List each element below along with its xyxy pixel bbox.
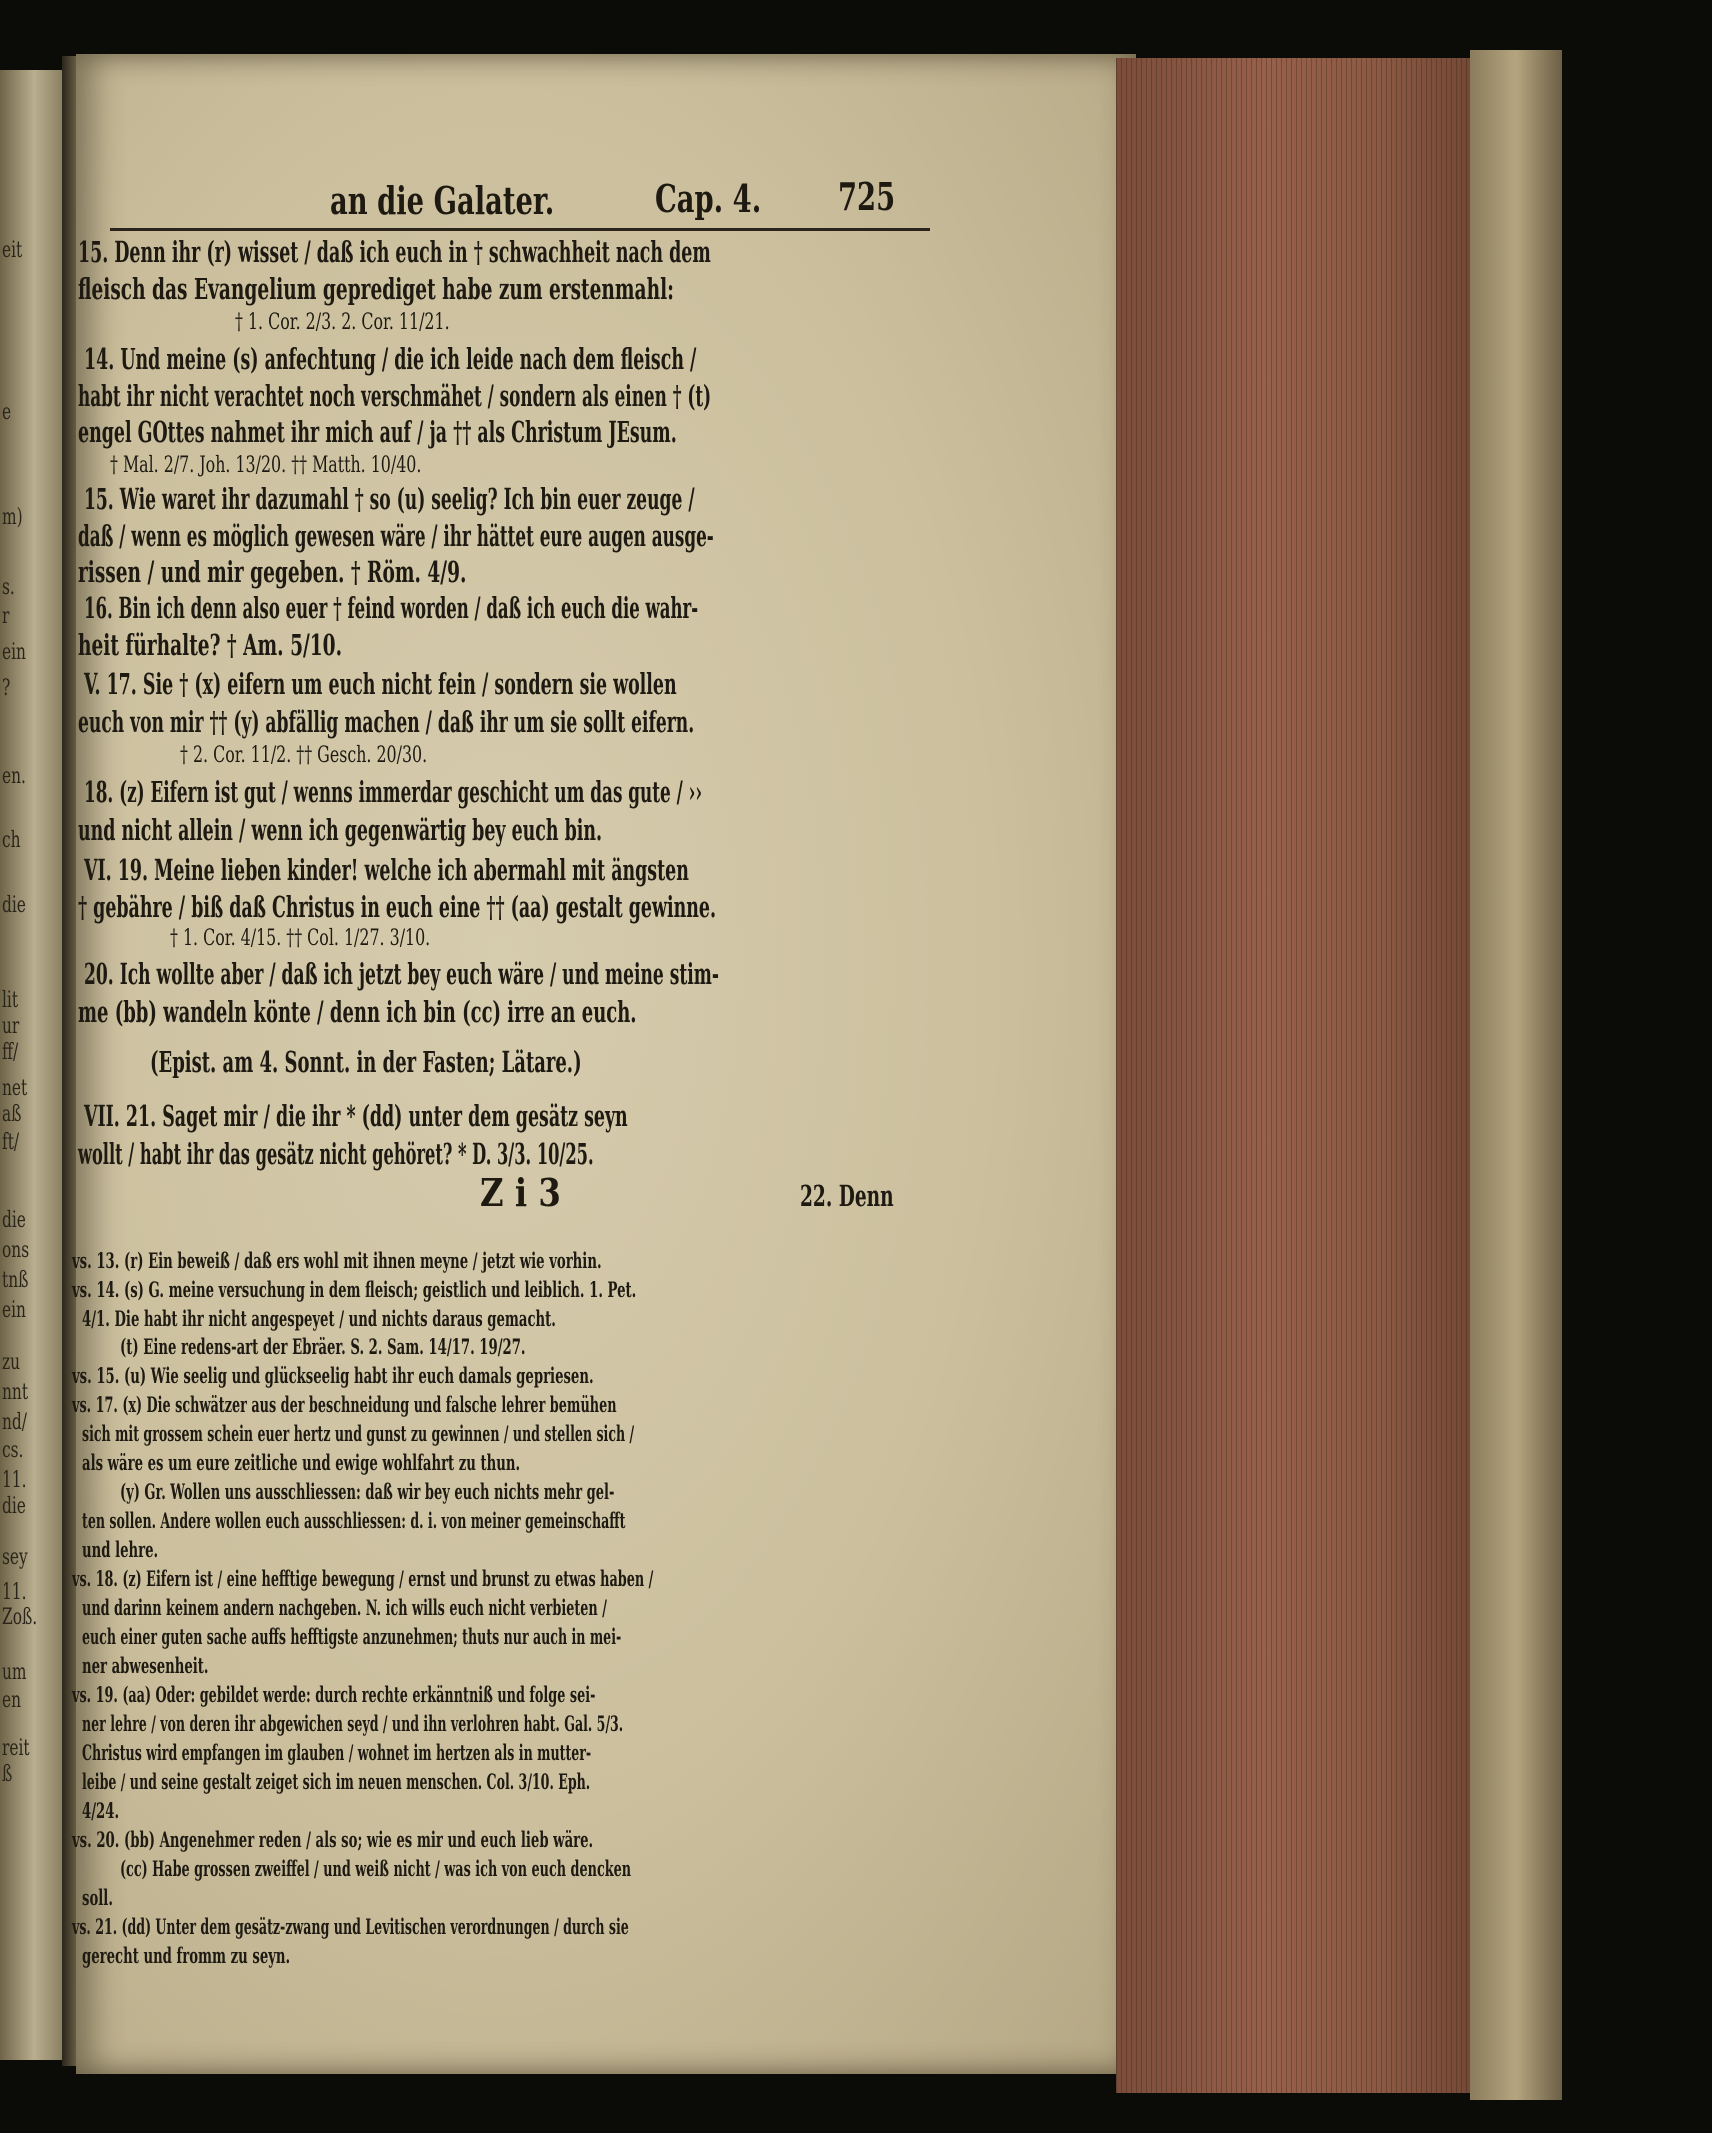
footnote-line: vs. 17. (x) Die schwätzer aus der beschneidung und falsche lehrer bemühen [72, 1392, 617, 1417]
verse-line: engel GOttes nahmet ihr mich auf / ja †† als Christum JEsum. [78, 415, 677, 449]
verse-line: 15. Wie waret ihr dazumahl † so (u) seelig? Ich bin euer zeuge / [84, 482, 695, 516]
footnote-line: (y) Gr. Wollen uns ausschliessen: daß wir bey euch nichts mehr gel- [120, 1479, 615, 1504]
verse-line: daß / wenn es möglich gewesen wäre / ihr hättet eure augen ausge- [78, 519, 714, 553]
page-number: 725 [838, 174, 896, 219]
footnote-line: vs. 20. (bb) Angenehmer reden / als so; wie es mir und euch lieb wäre. [72, 1827, 594, 1852]
left-margin-word: die [2, 1494, 26, 1519]
left-margin-word: ß [2, 1762, 13, 1787]
left-margin-word: lit [2, 988, 19, 1013]
left-margin-word: reit [2, 1736, 30, 1761]
footnote-line: leibe / und seine gestalt zeiget sich im neuen menschen. Col. 3/10. Eph. [82, 1769, 591, 1794]
footnote-line: vs. 15. (u) Wie seelig und glückseelig habt ihr euch damals gepriesen. [72, 1363, 594, 1388]
left-margin-word: ein [2, 640, 26, 665]
verse-line: VII. 21. Saget mir / die ihr * (dd) unter dem gesätz seyn [84, 1099, 628, 1133]
left-margin-word: net [2, 1076, 28, 1101]
footnote-line: 4/24. [82, 1798, 120, 1823]
left-margin-word: tnß [2, 1268, 29, 1293]
left-margin-word: die [2, 1208, 26, 1233]
footnote-line: ner abwesenheit. [82, 1653, 209, 1678]
verse-line: 16. Bin ich denn also euer † feind worden / daß ich euch die wahr- [84, 591, 699, 625]
footnote-line: vs. 13. (r) Ein beweiß / daß ers wohl mit ihnen meyne / jetzt wie vorhin. [72, 1248, 602, 1273]
left-margin-word: sey [2, 1545, 28, 1570]
left-margin-word: um [2, 1660, 27, 1685]
verse-line: me (bb) wandeln könte / denn ich bin (cc) irre an euch. [78, 995, 637, 1029]
left-margin-word: nnt [2, 1380, 29, 1405]
left-margin-word: 11. [2, 1580, 27, 1605]
left-margin-word: m) [2, 505, 23, 530]
left-margin-word: aß [2, 1102, 22, 1127]
left-margin-word: ft/ [2, 1130, 20, 1155]
signature-mark: Z i 3 [480, 1170, 561, 1215]
left-margin-word: s. [2, 575, 15, 600]
verse-line: 14. Und meine (s) anfechtung / die ich leide nach dem fleisch / [84, 342, 697, 376]
left-margin-word: r [2, 604, 10, 629]
footnote-line: und darinn keinem andern nachgeben. N. ich wills euch nicht verbieten / [82, 1595, 607, 1620]
verse-line: euch von mir †† (y) abfällig machen / daß ihr um sie sollt eifern. [78, 705, 695, 739]
verse-line: VI. 19. Meine lieben kinder! welche ich abermahl mit ängsten [84, 853, 689, 887]
chapter-label: Cap. 4. [655, 176, 762, 221]
footnote-line: ner lehre / von deren ihr abgewichen seyd / und ihn verlohren habt. Gal. 5/3. [82, 1711, 624, 1736]
left-margin-word: ff/ [2, 1040, 19, 1065]
left-margin-word: ur [2, 1014, 20, 1039]
left-margin-word: ? [2, 676, 11, 701]
verse-line: † gebähre / biß daß Christus in euch eine †† (aa) gestalt gewinne. [78, 890, 717, 924]
left-margin-word: ein [2, 1298, 26, 1323]
footnote-line: soll. [82, 1885, 113, 1910]
footnote-line: und lehre. [82, 1537, 159, 1562]
verse-line: und nicht allein / wenn ich gegenwärtig bey euch bin. [78, 813, 603, 847]
left-margin-word: zu [2, 1350, 21, 1375]
cross-reference: † Mal. 2/7. Joh. 13/20. †† Matth. 10/40. [110, 453, 422, 478]
left-margin-word: eit [2, 238, 23, 263]
footnote-line: vs. 21. (dd) Unter dem gesätz-zwang und Levitischen verordnungen / durch sie [72, 1914, 629, 1939]
catchword: 22. Denn [800, 1179, 894, 1213]
footnote-line: (cc) Habe grossen zweiffel / und weiß nicht / was ich von euch dencken [120, 1856, 632, 1881]
left-margin-word: en. [2, 764, 26, 789]
footnote-line: vs. 18. (z) Eifern ist / eine hefftige bewegung / ernst und brunst zu etwas haben / [72, 1566, 654, 1591]
verse-line: 20. Ich wollte aber / daß ich jetzt bey euch wäre / und meine stim- [84, 957, 720, 991]
verse-line: habt ihr nicht verachtet noch verschmähet / sondern als einen † (t) [78, 379, 712, 413]
left-margin-word: nd/ [2, 1410, 27, 1435]
footnote-line: vs. 14. (s) G. meine versuchung in dem fleisch; geistlich und leiblich. 1. Pet. [72, 1277, 637, 1302]
verse-line: rissen / und mir gegeben. † Röm. 4/9. [78, 555, 467, 589]
footnote-line: 4/1. Die habt ihr nicht angespeyet / und nichts daraus gemacht. [82, 1306, 556, 1331]
verse-line: 15. Denn ihr (r) wisset / daß ich euch in † schwachheit nach dem [78, 235, 711, 269]
footnote-line: vs. 19. (aa) Oder: gebildet werde: durch rechte erkänntniß und folge sei- [72, 1682, 596, 1707]
footnote-line: (t) Eine redens-art der Ebräer. S. 2. Sam. 14/17. 19/27. [120, 1334, 526, 1359]
left-margin-word: ons [2, 1238, 30, 1263]
epistle-heading: (Epist. am 4. Sonnt. in der Fasten; Lätare.) [150, 1045, 582, 1079]
cross-reference: † 1. Cor. 2/3. 2. Cor. 11/21. [235, 310, 450, 335]
left-margin-word: 11. [2, 1468, 27, 1493]
footnote-line: sich mit grossem schein euer hertz und gunst zu gewinnen / und stellen sich / [82, 1421, 635, 1446]
left-margin-word: cs. [2, 1438, 24, 1463]
verse-line: 18. (z) Eifern ist gut / wenns immerdar geschicht um das gute / ›› [84, 775, 703, 809]
left-margin-word: en [2, 1688, 22, 1713]
left-margin-word: e [2, 400, 12, 425]
header-rule [110, 228, 930, 231]
left-margin-word: die [2, 893, 26, 918]
running-head: an die Galater. [330, 178, 555, 223]
verse-line: wollt / habt ihr das gesätz nicht gehöret? * D. 3/3. 10/25. [78, 1137, 594, 1171]
cross-reference: † 1. Cor. 4/15. †† Col. 1/27. 3/10. [170, 926, 431, 951]
footnote-line: ten sollen. Andere wollen euch ausschliessen: d. i. von meiner gemeinschafft [82, 1508, 626, 1533]
footnote-line: Christus wird empfangen im glauben / wohnet im hertzen als in mutter- [82, 1740, 592, 1765]
left-margin-word: ch [2, 828, 21, 853]
verse-line: fleisch das Evangelium geprediget habe zum erstenmahl: [78, 272, 674, 306]
verse-line: heit fürhalte? † Am. 5/10. [78, 628, 343, 662]
cross-reference: † 2. Cor. 11/2. †† Gesch. 20/30. [180, 743, 428, 768]
footnote-line: gerecht und fromm zu seyn. [82, 1943, 291, 1968]
left-margin-word: Zoß. [2, 1605, 38, 1630]
verse-line: V. 17. Sie † (x) eifern um euch nicht fein / sondern sie wollen [84, 667, 677, 701]
footnote-line: als wäre es um eure zeitliche und ewige wohlfahrt zu thun. [82, 1450, 521, 1475]
footnote-line: euch einer guten sache auffs hefftigste anzunehmen; thuts nur auch in mei- [82, 1624, 622, 1649]
